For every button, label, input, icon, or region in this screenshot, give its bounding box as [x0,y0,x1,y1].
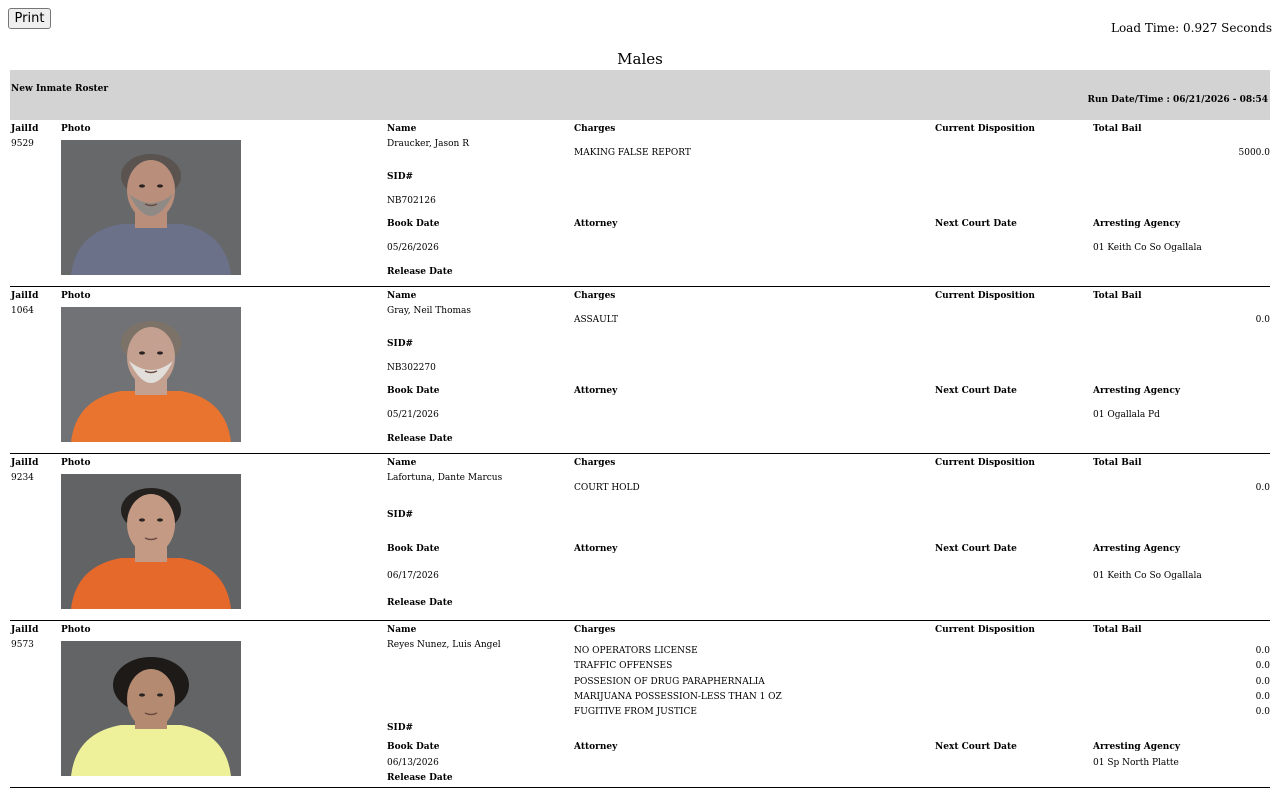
charge-item: MARIJUANA POSSESSION-LESS THAN 1 OZ [574,692,782,702]
book-date-label: Book Date [387,219,440,229]
charge-item: POSSESION OF DRUG PARAPHERNALIA [574,677,765,687]
mugshot-icon [61,307,241,442]
print-button[interactable]: Print [8,8,51,29]
inmate-photo [61,641,241,776]
charge-item: FUGITIVE FROM JUSTICE [574,707,697,717]
arresting-agency-label: Arresting Agency [1093,544,1181,554]
current-disposition-label: Current Disposition [935,124,1035,134]
arresting-agency-label: Arresting Agency [1093,219,1181,229]
total-bail-label: Total Bail [1093,625,1142,635]
book-date: 05/26/2026 [387,243,439,253]
run-datetime: Run Date/Time : 06/21/2026 - 08:54 [1087,95,1268,105]
release-date-label: Release Date [387,267,453,277]
book-date-label: Book Date [387,544,440,554]
book-date: 06/13/2026 [387,758,439,768]
attorney-label: Attorney [574,386,618,396]
sid-value: NB302270 [387,363,436,373]
section-title: Males [617,50,663,68]
book-date: 05/21/2026 [387,410,439,420]
photo-label: Photo [61,124,91,134]
sid-label: SID# [387,339,414,349]
jail-id: 9234 [11,473,34,483]
name-label: Name [387,458,417,468]
bail-amount: 0.0 [1255,707,1270,717]
inmate-record [0,120,1280,287]
inmate-record [0,454,1280,621]
book-date-label: Book Date [387,742,440,752]
current-disposition-label: Current Disposition [935,458,1035,468]
inmate-name: Draucker, Jason R [387,139,469,149]
name-label: Name [387,291,417,301]
charge-item: NO OPERATORS LICENSE [574,646,698,656]
bail-amount: 0.0 [1255,661,1270,671]
bail-amount: 0.0 [1255,646,1270,656]
inmate-photo [61,307,241,442]
charges-label: Charges [574,458,616,468]
bail-amount: 0.0 [1255,677,1270,687]
total-bail-label: Total Bail [1093,458,1142,468]
jail-id-label: JailId [11,291,39,301]
jail-id-label: JailId [11,625,39,635]
book-date: 06/17/2026 [387,571,439,581]
mugshot-icon [61,641,241,776]
sid-label: SID# [387,510,414,520]
current-disposition-label: Current Disposition [935,625,1035,635]
arresting-agency: 01 Keith Co So Ogallala [1093,243,1202,253]
charge-item: MAKING FALSE REPORT [574,148,691,158]
total-bail-label: Total Bail [1093,291,1142,301]
next-court-date-label: Next Court Date [935,386,1017,396]
inmate-record [0,621,1280,788]
charges-label: Charges [574,625,616,635]
photo-label: Photo [61,625,91,635]
name-label: Name [387,124,417,134]
bail-amount: 0.0 [1255,483,1270,493]
jail-id-label: JailId [11,124,39,134]
bail-amount: 0.0 [1255,315,1270,325]
name-label: Name [387,625,417,635]
roster-title: New Inmate Roster [11,84,109,94]
release-date-label: Release Date [387,773,453,783]
jail-id: 1064 [11,306,34,316]
photo-label: Photo [61,458,91,468]
arresting-agency: 01 Sp North Platte [1093,758,1179,768]
inmate-photo [61,474,241,609]
load-time: Load Time: 0.927 Seconds [1110,21,1272,35]
inmate-record [0,287,1280,454]
inmate-name: Gray, Neil Thomas [387,306,472,316]
photo-label: Photo [61,291,91,301]
jail-id: 9573 [11,640,34,650]
arresting-agency-label: Arresting Agency [1093,742,1181,752]
mugshot-icon [61,474,241,609]
charges-label: Charges [574,291,616,301]
bail-amount: 5000.0 [1238,148,1270,158]
book-date-label: Book Date [387,386,440,396]
current-disposition-label: Current Disposition [935,291,1035,301]
sid-label: SID# [387,172,414,182]
next-court-date-label: Next Court Date [935,742,1017,752]
arresting-agency: 01 Keith Co So Ogallala [1093,571,1202,581]
roster-header [10,70,1270,120]
total-bail-label: Total Bail [1093,124,1142,134]
charge-item: COURT HOLD [574,483,640,493]
inmate-name: Reyes Nunez, Luis Angel [387,640,501,650]
inmate-name: Lafortuna, Dante Marcus [387,473,503,483]
charges-label: Charges [574,124,616,134]
arresting-agency-label: Arresting Agency [1093,386,1181,396]
jail-id: 9529 [11,139,34,149]
jail-id-label: JailId [11,458,39,468]
inmate-photo [61,140,241,275]
sid-label: SID# [387,723,414,733]
charge-item: ASSAULT [574,315,619,325]
charge-item: TRAFFIC OFFENSES [574,661,673,671]
attorney-label: Attorney [574,742,618,752]
release-date-label: Release Date [387,434,453,444]
next-court-date-label: Next Court Date [935,219,1017,229]
bail-amount: 0.0 [1255,692,1270,702]
mugshot-icon [61,140,241,275]
release-date-label: Release Date [387,598,453,608]
next-court-date-label: Next Court Date [935,544,1017,554]
sid-value: NB702126 [387,196,436,206]
attorney-label: Attorney [574,219,618,229]
arresting-agency: 01 Ogallala Pd [1093,410,1160,420]
attorney-label: Attorney [574,544,618,554]
